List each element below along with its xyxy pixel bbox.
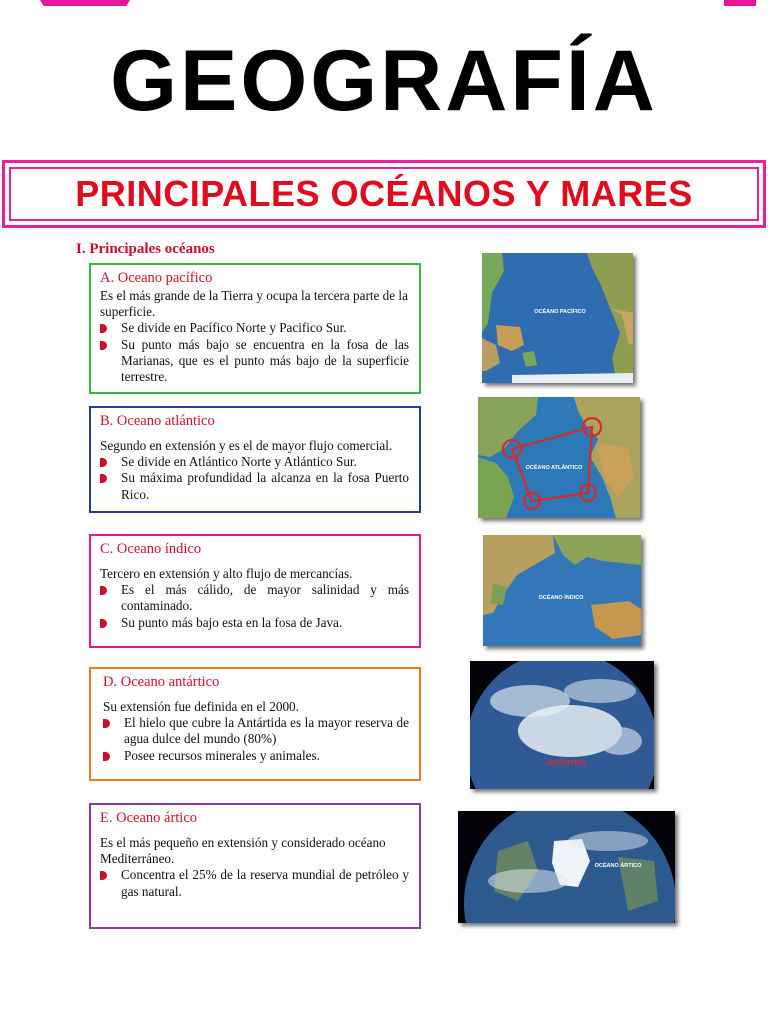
list-item — [103, 715, 409, 747]
bullet-text: Su punto más bajo esta en la fosa de Java. — [121, 614, 343, 630]
ocean-description: Segundo en extensión y es el de mayor flujo comercial. — [100, 438, 393, 453]
antarctic-map-label: ANTÁRTIDA — [545, 760, 587, 767]
arctic-map-label: OCÉANO ÁRTICO — [594, 863, 642, 869]
bullet-text: El hielo que cubre la Antártida es la mayor reserva de agua dulce del mundo (80%) — [124, 715, 409, 747]
bullet-icon — [100, 619, 107, 628]
subtitle-text: PRINCIPALES OCÉANOS Y MARES — [9, 167, 759, 221]
ocean-bullet-list — [100, 320, 409, 385]
ocean-description: Es el más pequeño en extensión y considerado océano Mediterráneo. — [100, 835, 386, 867]
bullet-text: Concentra el 25% de la reserva mundial de petróleo y gas natural. — [121, 867, 409, 899]
section-heading: I. Principales océanos — [76, 241, 215, 257]
bullet-icon — [100, 474, 107, 483]
ocean-title: A. Oceano pacífico — [100, 270, 213, 286]
ocean-description: Es el más grande de la Tierra y ocupa la tercera parte de la superficie. — [100, 288, 408, 320]
pacific-ocean-map — [482, 253, 633, 383]
bullet-text: Su punto más bajo se encuentra en la fosa de las Marianas, que es el punto más bajo de la superficie terrestre. — [121, 336, 409, 385]
bullet-icon — [100, 871, 107, 880]
corner-decoration-right — [724, 0, 756, 6]
ocean-bullet-list — [100, 454, 409, 503]
ocean-description: Tercero en extensión y alto flujo de mercancías. — [100, 566, 353, 581]
bullet-text: Posee recursos minerales y animales. — [124, 747, 320, 763]
list-item — [100, 582, 409, 614]
indian-map-label: OCÉANO ÍNDICO — [538, 595, 584, 601]
antarctic-globe-image — [470, 661, 654, 789]
list-item — [100, 470, 409, 502]
arctic-globe-image — [458, 811, 675, 923]
atlantic-ocean-map — [478, 397, 640, 518]
list-item — [100, 867, 409, 899]
bullet-text: Se divide en Pacífico Norte y Pacifico Sur. — [121, 320, 347, 336]
list-item — [103, 748, 409, 764]
list-item — [100, 337, 409, 386]
ocean-card-indian — [89, 534, 421, 648]
ocean-description: Su extensión fue definida en el 2000. — [103, 699, 299, 714]
bullet-text: Se divide en Atlántico Norte y Atlántico Sur. — [121, 454, 357, 470]
ocean-card-atlantic — [89, 406, 421, 513]
list-item — [100, 454, 409, 470]
list-item — [100, 320, 409, 336]
bullet-icon — [100, 341, 107, 350]
atlantic-map-label: OCÉANO ATLÁNTICO — [525, 465, 583, 471]
ocean-title: C. Oceano índico — [100, 541, 202, 557]
bullet-icon — [103, 752, 110, 761]
ocean-bullet-list — [103, 715, 409, 764]
pacific-map-label: OCÉANO PACÍFICO — [534, 309, 586, 315]
ocean-title: B. Oceano atlántico — [100, 413, 215, 429]
subtitle-banner — [2, 160, 766, 228]
bullet-icon — [103, 719, 110, 728]
page-title: GEOGRAFÍA — [110, 33, 658, 129]
ocean-title: D. Oceano antártico — [103, 674, 220, 690]
list-item — [100, 615, 409, 631]
bullet-text: Es el más cálido, de mayor salinidad y más contaminado. — [121, 582, 409, 614]
bullet-text: Su máxima profundidad la alcanza en la fosa Puerto Rico. — [121, 470, 409, 502]
ocean-bullet-list — [100, 582, 409, 631]
indian-ocean-map — [483, 535, 641, 646]
corner-decoration-left — [40, 0, 130, 6]
bullet-icon — [100, 324, 107, 333]
bullet-icon — [100, 458, 107, 467]
ocean-card-arctic — [89, 803, 421, 929]
ocean-bullet-list — [100, 867, 409, 899]
ocean-title: E. Oceano ártico — [100, 810, 198, 826]
ocean-card-pacific — [89, 263, 421, 394]
ocean-card-antarctic — [89, 667, 421, 781]
bullet-icon — [100, 586, 107, 595]
